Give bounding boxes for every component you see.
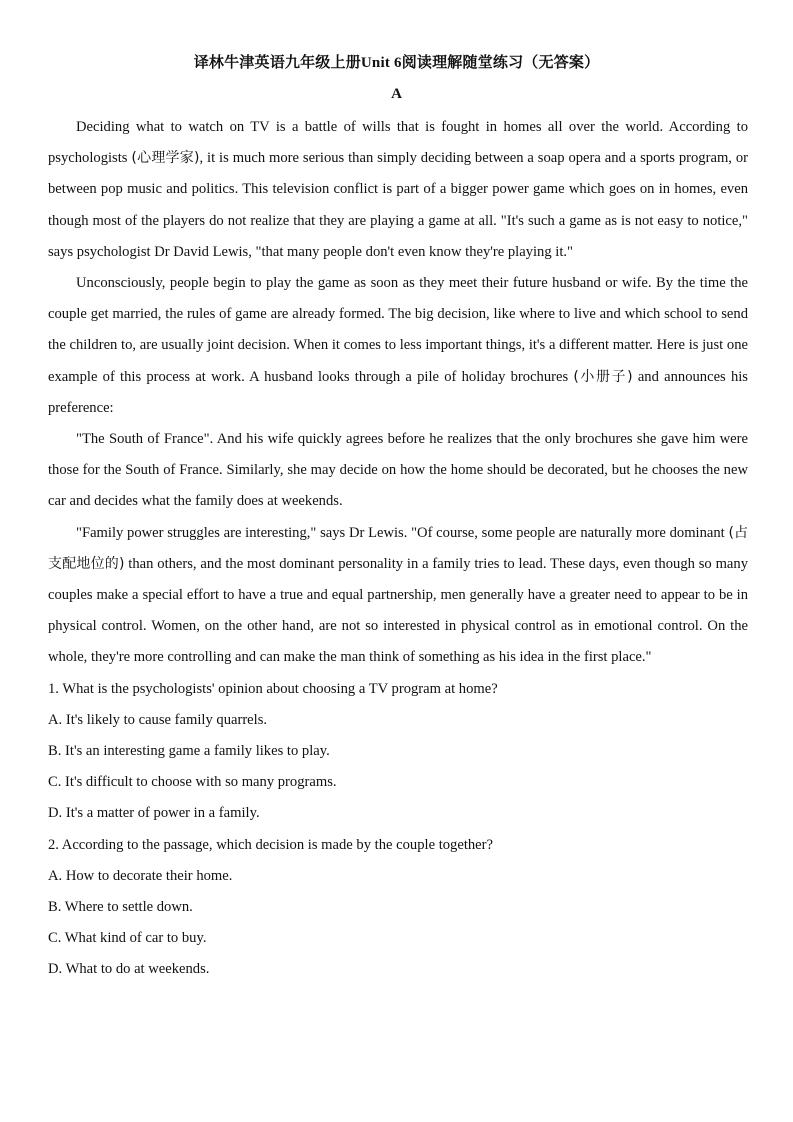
reading-passage	[48, 112, 748, 986]
question-stem: 2. According to the passage, which decision is made by the couple together?	[48, 836, 493, 853]
paragraph-2-text-a: Unconsciously, people begin to play the game as soon as they meet their future husband or wife. By the time the couple get married, the rules of game are already formed. The big decision, like where to live and which school to send the children to, are usually joint decision. When it comes to less important things, it's a different matter. Here is just one example of this process at work. A husband looks through a pile of holiday brochures	[48, 275, 748, 385]
question-2	[48, 830, 748, 986]
paragraph-1-text-b: , it is much more serious than simply deciding between a soap opera and a sports program, or between pop music and politics. This television conflict is part of a bigger power game which goes on in homes, even though most of the players do not realize that they are playing a game at all. "It's such a game as is not easy to notice," says psychologist Dr David Lewis, "that many people don't even know they're playing it."	[48, 150, 748, 260]
document-title: 译林牛津英语九年级上册Unit 6阅读理解随堂练习（无答案）	[193, 55, 600, 71]
option-d: D. What to do at weekends.	[48, 961, 210, 978]
paragraph-2	[48, 268, 748, 424]
paragraph-3: "The South of France". And his wife quickly agrees before he realizes that the only brochures she gave him were those for the South of France. Similarly, she may decide on how the home should be decorated, but he chooses the new car and decides what the family does at weekends.	[48, 431, 748, 510]
paragraph-1-gloss: (心理学家)	[131, 150, 200, 167]
option-c: C. It's difficult to choose with so many programs.	[48, 774, 337, 791]
question-stem: 1. What is the psychologists' opinion about choosing a TV program at home?	[48, 680, 498, 697]
paragraph-2-gloss: (小册子)	[573, 368, 633, 385]
paragraph-2-text-b: and announces his preference:	[48, 368, 748, 416]
paragraph-4-text-b: than others, and the most dominant personality in a family tries to lead. These days, even though so many couples make a special effort to have a true and equal partnership, men generally have a greater need to appear to be in physical control. Women, on the other hand, are not so interested in physical control as in emotional control. On the whole, they're more controlling and can make the man think of something as his idea in the first place."	[48, 555, 748, 666]
option-c: C. What kind of car to buy.	[48, 930, 207, 947]
section-label: A	[391, 86, 402, 102]
option-b: B. It's an interesting game a family likes to play.	[48, 743, 330, 760]
option-d: D. It's a matter of power in a family.	[48, 805, 260, 822]
option-a: A. It's likely to cause family quarrels.	[48, 711, 268, 728]
paragraph-4-text-a: "Family power struggles are interesting," says Dr Lewis. "Of course, some people are naturally more dominant	[76, 524, 729, 541]
question-1	[48, 674, 748, 830]
paragraph-4-gloss: (占支配地位的)	[48, 524, 749, 572]
option-a: A. How to decorate their home.	[48, 867, 233, 884]
paragraph-1-text-a: Deciding what to watch on TV is a battle of wills that is fought in homes all over the world. According to psychologists	[48, 119, 748, 167]
paragraph-1	[48, 112, 748, 268]
option-b: B. Where to settle down.	[48, 899, 193, 916]
paragraph-4	[48, 518, 748, 674]
